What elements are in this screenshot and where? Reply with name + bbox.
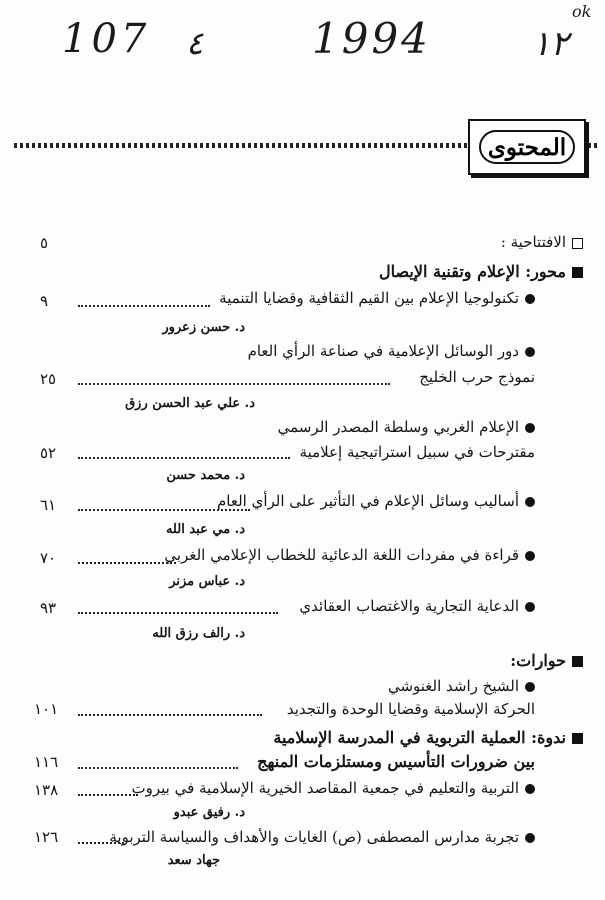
filled-square-icon — [572, 656, 583, 667]
toc-entry[interactable]: أساليب وسائل الإعلام في التأثير على الرأي العام — [217, 492, 535, 510]
filled-square-icon — [572, 733, 583, 744]
bullet-icon — [525, 497, 535, 507]
toc-author: د. محمد حسن — [166, 468, 245, 483]
toc-entry[interactable]: الدعاية التجارية والاغتصاب العقائدي — [299, 597, 535, 615]
toc-entry[interactable]: قراءة في مفردات اللغة الدعائية للخطاب الإعلامي الغربي — [164, 546, 535, 564]
bullet-icon — [525, 423, 535, 433]
handwritten-year: 1994 — [312, 14, 431, 63]
toc-opening[interactable]: الافتتاحية : — [501, 233, 583, 251]
page-title: المحتوى — [479, 130, 575, 164]
page-number: ٥٢ — [40, 444, 57, 462]
page-number: ١٠١ — [34, 700, 59, 718]
page-number: ٦١ — [40, 496, 57, 514]
toc-section-interviews[interactable]: حوارات: — [510, 651, 583, 670]
toc-entry-subtitle: الحركة الإسلامية وقضايا الوحدة والتجديد — [286, 700, 535, 718]
page-number: ١٣٨ — [34, 781, 59, 799]
dot-leader — [78, 305, 210, 307]
page-number: ٢٥ — [40, 370, 57, 388]
toc-entry[interactable]: التربية والتعليم في جمعية المقاصد الخيرية الإسلامية في بيروت — [131, 779, 535, 797]
bullet-icon — [525, 682, 535, 692]
dot-leader — [78, 509, 250, 511]
dot-leader — [78, 842, 124, 844]
title-frame — [468, 119, 586, 175]
toc-author: د. رفيق عبدو — [173, 805, 245, 820]
dot-leader — [78, 562, 176, 564]
page-number: ٧٠ — [40, 549, 57, 567]
page-number: ٥ — [40, 234, 49, 252]
toc-author: د. حسن زعرور — [162, 320, 245, 335]
toc-author: جهاد سعد — [167, 853, 220, 868]
bullet-icon — [525, 833, 535, 843]
toc-section-media[interactable]: محور: الإعلام وتقنية الإيصال — [379, 262, 583, 281]
toc-author: د. علي عبد الحسن رزق — [125, 396, 255, 411]
toc-section-subtitle: بين ضرورات التأسيس ومستلزمات المنهج — [257, 752, 535, 771]
toc-entry-subtitle: نموذج حرب الخليج — [419, 368, 535, 386]
toc-author: د. رالف رزق الله — [152, 626, 245, 641]
dot-leader — [78, 457, 290, 459]
toc-author: د. عباس مزنر — [169, 574, 245, 589]
bullet-icon — [525, 347, 535, 357]
open-square-icon — [572, 238, 583, 249]
toc-author: د. مي عبد الله — [165, 522, 245, 537]
dot-leader — [78, 612, 278, 614]
toc-entry[interactable]: الشيخ راشد الغنوشي — [388, 677, 535, 695]
header-dotted-rule-end — [588, 143, 600, 148]
dot-leader — [78, 714, 262, 716]
page-number: ١١٦ — [34, 753, 59, 771]
toc-entry-subtitle: مقترحات في سبيل استراتيجية إعلامية — [299, 443, 535, 461]
bullet-icon — [525, 602, 535, 612]
handwritten-issue-number: ٤ — [186, 24, 204, 62]
handwritten-ok: ok — [572, 2, 592, 21]
page-number: ١٢٦ — [34, 828, 59, 846]
toc-section-seminar[interactable]: ندوة: العملية التربوية في المدرسة الإسلامية — [273, 728, 583, 747]
bullet-icon — [525, 784, 535, 794]
header-dotted-rule — [14, 143, 467, 148]
dot-leader — [78, 794, 138, 796]
filled-square-icon — [572, 267, 583, 278]
page-number: ٩ — [40, 292, 49, 310]
dot-leader — [78, 383, 390, 385]
page-number: ٩٣ — [40, 599, 57, 617]
handwritten-mark: ١٢ — [532, 24, 569, 64]
handwritten-volume-number: 107 — [62, 16, 151, 62]
dot-leader — [78, 767, 238, 769]
bullet-icon — [525, 294, 535, 304]
toc-entry[interactable]: تجربة مدارس المصطفى (ص) الغايات والأهداف والسياسة التربوية — [109, 828, 535, 846]
toc-entry[interactable]: دور الوسائل الإعلامية في صناعة الرأي العام — [248, 342, 535, 360]
toc-entry[interactable]: الإعلام الغربي وسلطة المصدر الرسمي — [278, 418, 535, 436]
bullet-icon — [525, 551, 535, 561]
toc-entry[interactable]: تكنولوجيا الإعلام بين القيم الثقافية وقضايا التنمية — [219, 289, 535, 307]
